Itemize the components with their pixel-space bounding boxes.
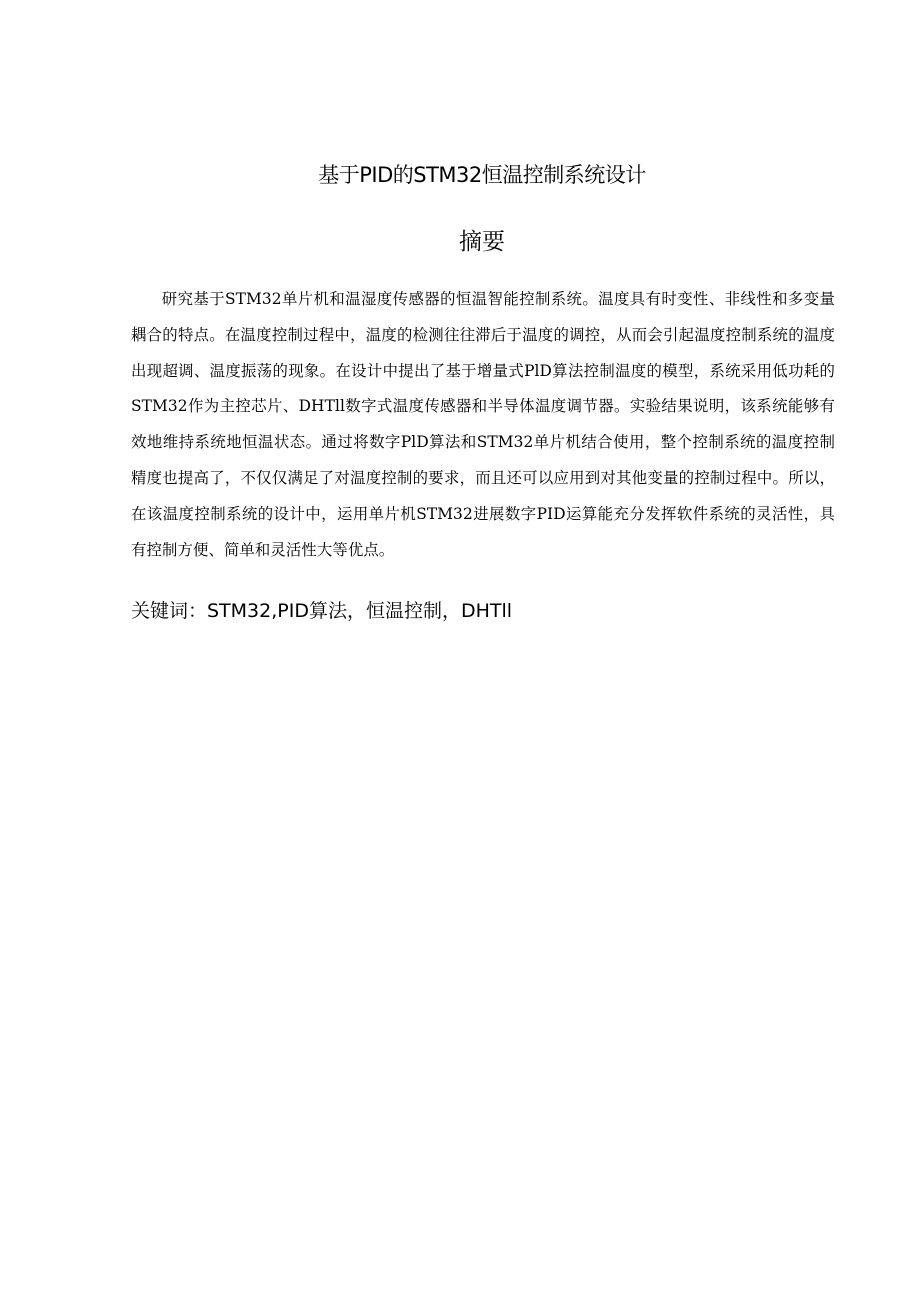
keywords-line: 关键词：STM32,PID算法，恒温控制，DHTll [131, 600, 513, 622]
abstract-paragraph: 研究基于STM32单片机和温湿度传感器的恒温智能控制系统。温度具有时变性、非线性和多变量耦合的特点。在温度控制过程中，温度的检测往往滞后于温度的调控，从而会引起温度控制系统的温度出现超调、温度振荡的现象。在设计中提出了基于增量式PlD算法控制温度的模型，系统采用低功耗的STM32作为主控芯片、DHTll数字式温度传感器和半导体温度调节器。实验结果说明，该系统能够有效地维持系统地恒温状态。通过将数字PlD算法和STM32单片机结合使用，整个控制系统的温度控制精度也提高了，不仅仅满足了对温度控制的要求，而且还可以应用到对其他变量的控制过程中。所以，在该温度控制系统的设计中，运用单片机STM32进展数字PID运算能充分发挥软件系统的灵活性，具有控制方便、简单和灵活性大等优点。 [131, 290, 835, 559]
abstract-heading: 摘要 [459, 229, 505, 255]
paper-title: 基于PID的STM32恒温控制系统设计 [318, 163, 646, 187]
